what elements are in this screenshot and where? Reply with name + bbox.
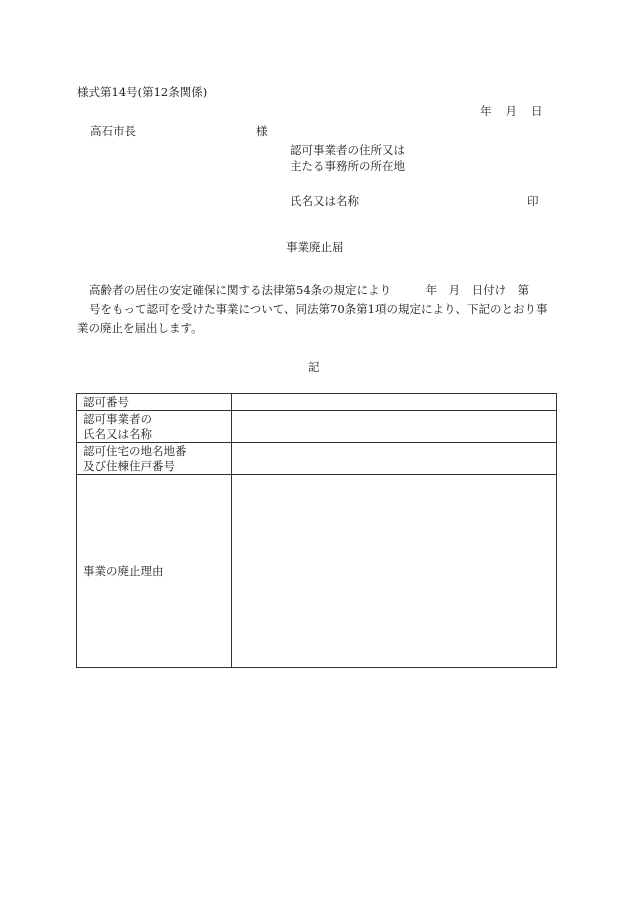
seal-mark: 印 [527,194,539,208]
date-month-label: 月 [505,104,517,118]
discontinuation-reason-label-cell [77,475,232,668]
operator-name-label-cell [77,411,232,443]
operator-name-label-line1: 認可事業者の [83,411,152,426]
ki-heading: 記 [308,360,320,374]
addressee-honorific: 様 [256,124,268,138]
operator-name-label-line2: 氏名又は名称 [83,426,152,441]
permit-number-value-cell [232,394,557,411]
housing-address-label-line1: 認可住宅の地名地番 [83,443,187,458]
date-year-label: 年 [480,104,492,118]
table-row-discontinuation-reason [77,475,557,668]
body-text-line1 [77,281,557,300]
date-line [480,104,543,118]
discontinuation-reason-label: 事業の廃止理由 [83,563,164,578]
housing-address-label-line2: 及び住棟住戸番号 [83,458,175,473]
table-row-permit-number [77,394,557,411]
body-text-line2 [77,300,557,319]
body-text-line1-content: 高齢者の居住の安定確保に関する法律第54条の規定により 年 月 日付け 第 [89,283,530,297]
body-text-line2-content: 号をもって認可を受けた事業について、同法第70条第1項の規定により、下記のとおり事 [89,302,548,316]
housing-address-label-cell [77,443,232,475]
permit-number-label: 認可番号 [83,394,129,409]
form-number: 様式第14号(第12条関係) [77,85,208,99]
date-day-label: 日 [531,104,543,118]
applicant-address-label-line2: 主たる事務所の所在地 [290,159,405,173]
applicant-address-label-line1: 認可事業者の住所又は [290,143,405,157]
housing-address-value-cell [232,443,557,475]
record-table [76,393,557,668]
table-row-housing-address [77,443,557,475]
operator-name-value-cell [232,411,557,443]
table-row-operator-name [77,411,557,443]
addressee-name: 高石市長 [90,124,136,138]
body-text-line3: 業の廃止を届出します。 [77,321,203,335]
applicant-name-label: 氏名又は名称 [290,194,359,208]
discontinuation-reason-value-cell [232,475,557,668]
permit-number-label-cell [77,394,232,411]
document-title: 事業廃止届 [286,240,344,254]
